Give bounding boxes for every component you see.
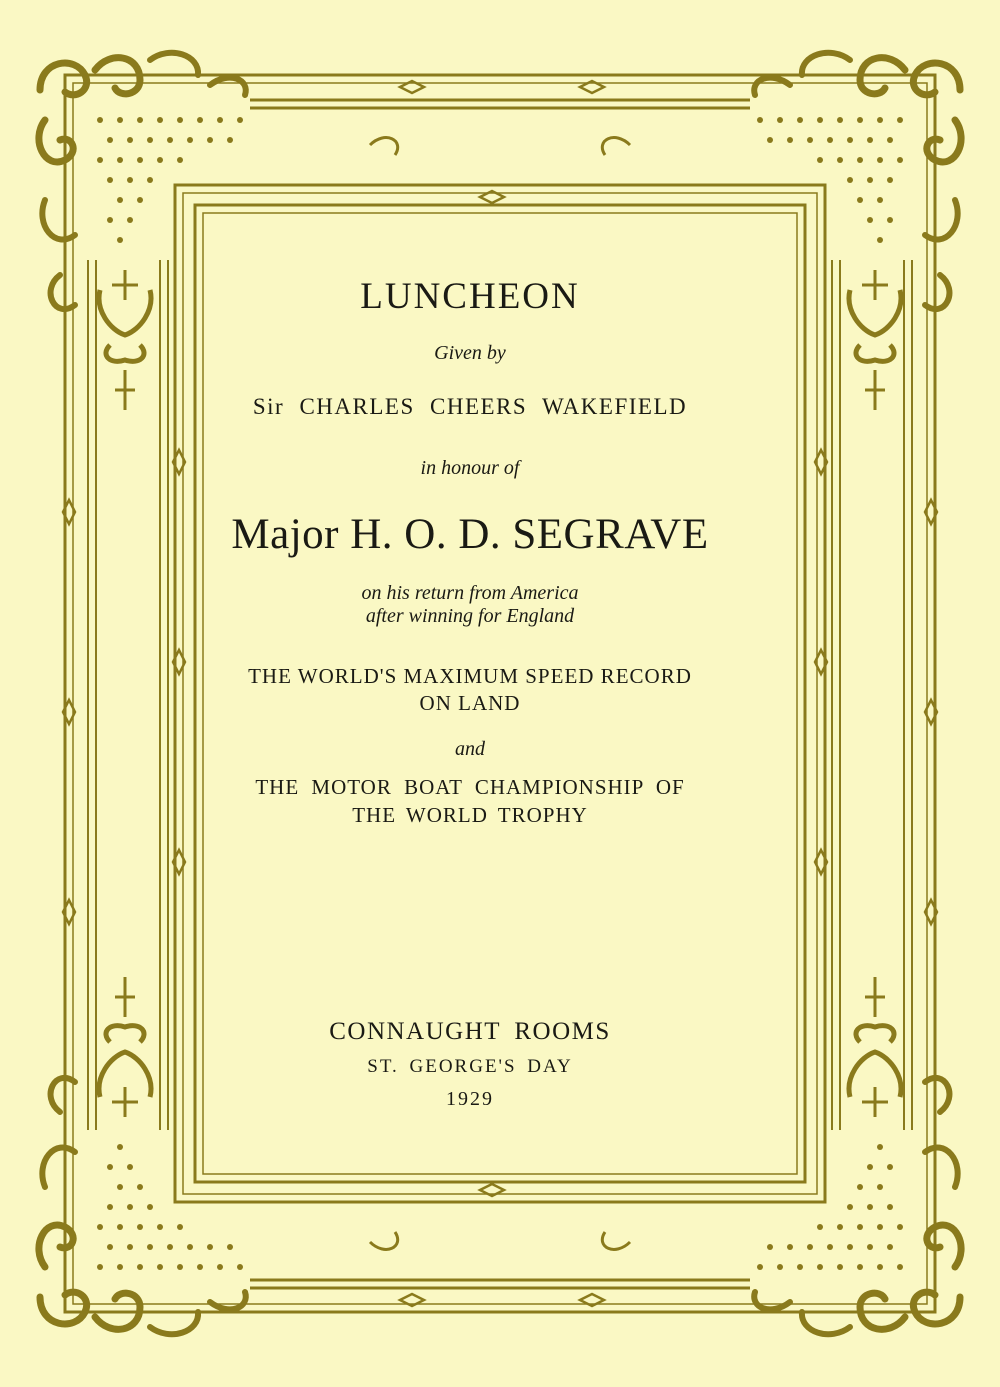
event-day: ST. GEORGE'S DAY [367,1056,573,1077]
record-line-2: ON LAND [419,691,521,715]
given-by-label: Given by [434,342,506,364]
and-label: and [455,738,485,760]
guest-name: Major H. O. D. SEGRAVE [231,511,709,558]
return-line-1: on his return from America [361,582,579,604]
return-line-2: after winning for England [365,605,575,627]
event-title: LUNCHEON [360,276,580,317]
in-honour-of-label: in honour of [420,457,520,479]
event-year: 1929 [446,1088,494,1110]
record-line-1: THE WORLD'S MAXIMUM SPEED RECORD [248,664,692,688]
venue: CONNAUGHT ROOMS [329,1018,611,1045]
host-name: Sir CHARLES CHEERS WAKEFIELD [252,394,688,419]
trophy-line-2: THE WORLD TROPHY [352,803,588,827]
trophy-line-1: THE MOTOR BOAT CHAMPIONSHIP OF [255,775,685,799]
